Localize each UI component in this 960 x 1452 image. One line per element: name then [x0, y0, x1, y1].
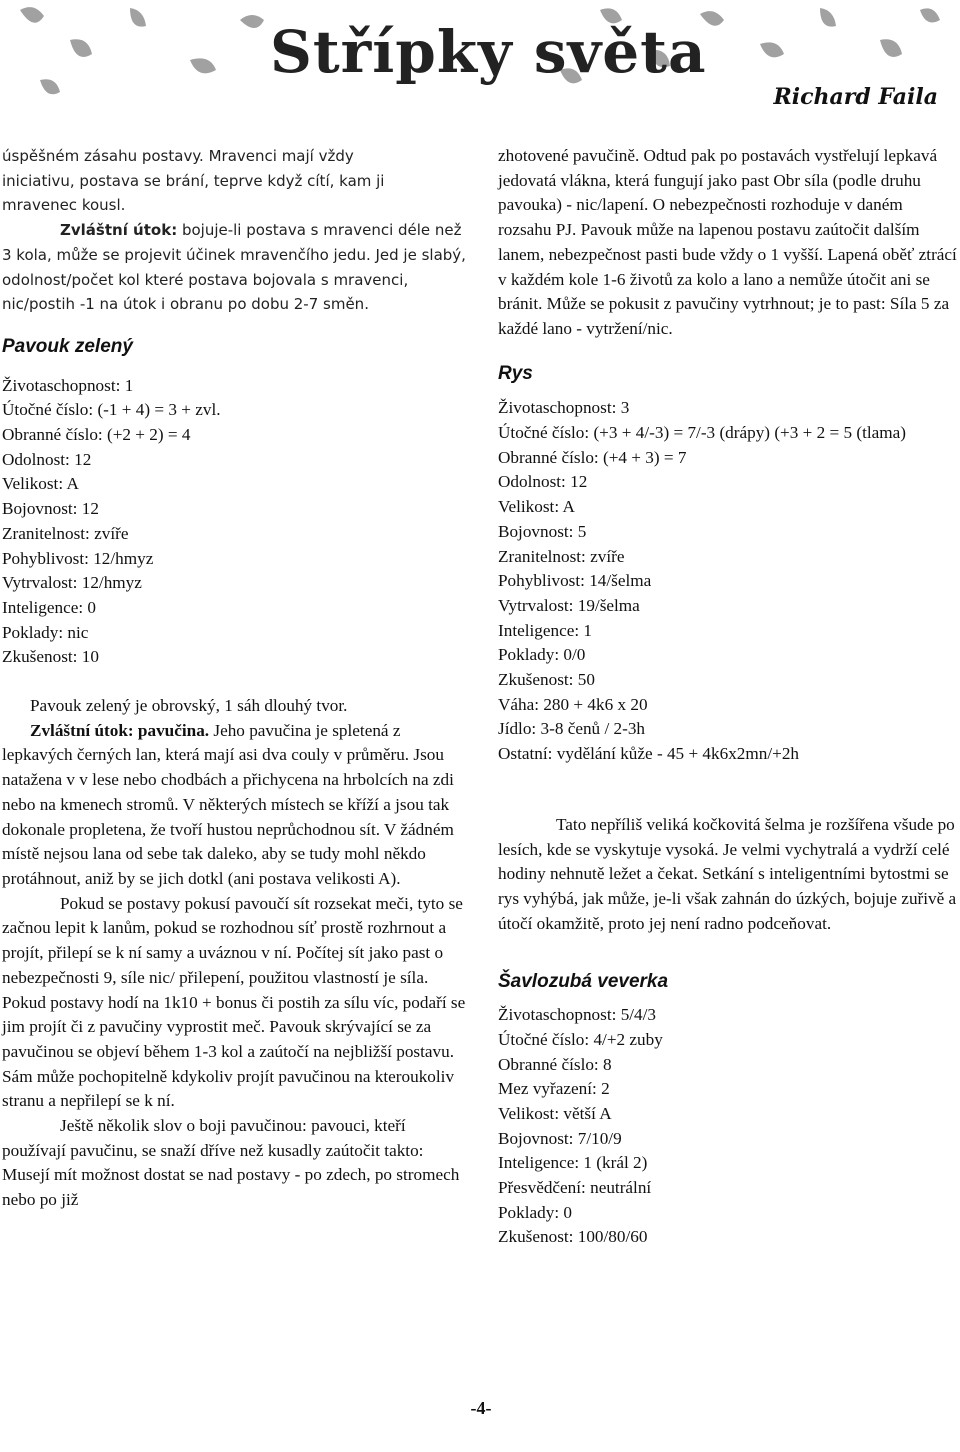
- lynx-stat-line: Inteligence: 1: [498, 620, 593, 640]
- spider-description-first: Pavouk zelený je obrovský, 1 sáh dlouhý tvor.: [30, 696, 348, 716]
- lynx-stat-line: Ostatní: vydělání kůže - 45 + 4k6x2mn/+2h: [498, 744, 800, 764]
- spider-special-label: Zvláštní útok: pavučina.: [30, 720, 210, 740]
- special-attack-paragraph: [2, 218, 466, 317]
- sabre-stat-line: Útočné číslo: 4/+2 zuby: [498, 1029, 663, 1049]
- header-title: Střípky světa: [270, 18, 707, 86]
- sabre-stat-line: Velikost: větší A: [498, 1103, 612, 1123]
- sabre-stat-line: Zkušenost: 100/80/60: [498, 1227, 648, 1247]
- lynx-stat-line: Velikost: A: [498, 497, 575, 517]
- web-continuation-paragraph: zhotovené pavučině. Odtud pak po postavách vystřelují lepkavá jedovatá vlákna, která fungují jako past Obr síla (podle druhu pavouka) - nic/lapení. O nebezpečnosti rozhoduje v daném rozsahu PJ. Pavouk může na lapenou postavu zaútočit dalším lanem, nebezpečnost pasti bude vždy o 1 vyšší. Lapená oběť ztrácí v každém kole 1-6 životů za kolo a lano a nemůže útočit ani se bránit. Může se pokusit z pavučiny vytrhnout; je to past: Síla 5 za každé lano - vytržení/nic.: [498, 146, 957, 338]
- spider-stat-line: Bojovnost: 12: [2, 499, 99, 519]
- page-number: -4-: [470, 1398, 492, 1418]
- sabre-stat-line: Mez vyřazení: 2: [498, 1079, 610, 1099]
- sabre-stat-line: Obranné číslo: 8: [498, 1054, 612, 1074]
- lynx-stat-line: Váha: 280 + 4k6 x 20: [498, 694, 648, 714]
- spider-stat-line: Zkušenost: 10: [2, 647, 99, 667]
- special-attack-label: Zvláštní útok:: [60, 221, 178, 240]
- spider-stat-line: Poklady: nic: [2, 622, 89, 642]
- sabre-stat-line: Bojovnost: 7/10/9: [498, 1128, 622, 1148]
- spacer: [498, 386, 958, 396]
- spider-stat-line: Obranné číslo: (+2 + 2) = 4: [2, 425, 191, 445]
- header-author: Richard Faila: [773, 84, 938, 110]
- intro-line-3: mravenec kousl.: [2, 196, 126, 215]
- intro-line-1: úspěšném zásahu postavy. Mravenci mají vždy: [2, 147, 354, 165]
- page-header: [0, 0, 960, 122]
- lynx-stats: [498, 396, 958, 767]
- lynx-heading: Rys: [498, 362, 533, 384]
- lynx-stat-line: Životaschopnost: 3: [498, 398, 630, 418]
- web-cutting-paragraph: Pokud se postavy pokusí pavoučí sít rozsekat meči, tyto se začnou lepit k lanům, pokud se rozhodnou síť prostě rozhrnout a projít, přilepí se k ní samy a uváznou v ní. Počítej sít jako past o nebezpečnosti 9, síle nic/ přilepení, použitou vlastností je síla. Pokud postavy hodí na 1k10 + bonus či postih za sílu víc, podaří se jim projít či z pavučiny vyprostit meč. Pavouk skrývající se za pavučinou se objeví během 1-3 kol a zaútočí na nejbližší postavu. Sám může pochopitelně kdykoliv projít pavučinou na kteroukoliv stranu a nepřilepí se k ní.: [2, 893, 466, 1111]
- lynx-stat-line: Zranitelnost: zvíře: [498, 546, 625, 566]
- spider-heading: Pavouk zelený: [2, 335, 133, 357]
- web-combat-paragraph: Ještě několik slov o boji pavučinou: pavouci, kteří používají pavučinu, se snaží dříve než kusadly zaútočit takto: Musejí mít možnost dostat se nad postavy - po zdech, po stromech nebo po již: [2, 1116, 460, 1210]
- spacer: [2, 317, 466, 335]
- sabre-stat-line: Poklady: 0: [498, 1202, 573, 1222]
- spider-stats: [2, 374, 466, 670]
- spider-stat-line: Pohyblivost: 12/hmyz: [2, 548, 154, 568]
- special-attack-text: bojuje-li postava s mravenci déle než 3 kola, může se projevit účinek mravenčího jedu. Jed je slabý, odolnost/počet kol které postava bojovala s mravenci, nic/postih -1 na útok i obranu po dobu 2-7 směn.: [2, 221, 466, 314]
- sabre-stat-line: Přesvědčení: neutrální: [498, 1178, 652, 1198]
- spider-stat-line: Velikost: A: [2, 474, 79, 494]
- lynx-stat-line: Jídlo: 3-8 čenů / 2-3h: [498, 719, 646, 739]
- lynx-stat-line: Bojovnost: 5: [498, 521, 587, 541]
- spider-stat-line: Zranitelnost: zvíře: [2, 523, 129, 543]
- spacer: [498, 995, 958, 1003]
- right-column: [498, 144, 958, 1250]
- left-column: [2, 144, 466, 1213]
- lynx-stat-line: Poklady: 0/0: [498, 645, 586, 665]
- lynx-stat-line: Odolnost: 12: [498, 472, 588, 492]
- spider-stat-line: Vytrvalost: 12/hmyz: [2, 573, 142, 593]
- lynx-stat-line: Útočné číslo: (+3 + 4/-3) = 7/-3 (drápy) (+3 + 2 = 5 (tlama): [498, 423, 907, 443]
- sabre-squirrel-stats: [498, 1003, 958, 1250]
- spacer: [2, 670, 466, 694]
- sabre-squirrel-heading: Šavlozubá veverka: [498, 971, 669, 993]
- spider-stat-line: Životaschopnost: 1: [2, 375, 134, 395]
- spider-stat-line: Odolnost: 12: [2, 449, 92, 469]
- lynx-stat-line: Pohyblivost: 14/šelma: [498, 571, 652, 591]
- spider-stat-line: Inteligence: 0: [2, 597, 97, 617]
- spacer: [2, 360, 466, 374]
- spider-stat-line: Útočné číslo: (-1 + 4) = 3 + zvl.: [2, 400, 221, 420]
- spacer: [498, 342, 958, 362]
- spider-special-paragraph: [2, 719, 466, 892]
- sabre-stat-line: Životaschopnost: 5/4/3: [498, 1005, 657, 1025]
- lynx-description: Tato nepříliš veliká kočkovitá šelma je rozšířena všude po lesích, kde se vyskytuje vysoká. Je velmi vychytralá a vydrží celé hodiny nehnutě ležet a čekat. Setkání s inteligentními bytostmi se rys vyhýbá, jak může, je-li však zahnán do úzkých, bojuje zuřivě a útočí okamžitě, proto jej není radno podceňovat.: [498, 814, 957, 933]
- lynx-stat-line: Obranné číslo: (+4 + 3) = 7: [498, 447, 687, 467]
- lynx-stat-line: Zkušenost: 50: [498, 670, 595, 690]
- spider-special-text: Jeho pavučina je spletená z lepkavých černých lan, která mají asi dva couly v průměru. Jsou natažena v v lese nebo chodbách a přichycena na hrbolcích na zdi nebo na kmenech stromů. V některých místech se kříží a jsou tak dokonale propletena, že tvoří hustou neprůchodnou sít. V žádném místě nejsou lana od sebe tak daleko, aby se tudy mohl někdo protáhnout, aniž by se jich dotkl (ani postava velikosti A).: [2, 720, 454, 888]
- spacer: [498, 936, 958, 970]
- sabre-stat-line: Inteligence: 1 (král 2): [498, 1153, 648, 1173]
- spacer: [498, 767, 958, 813]
- lynx-stat-line: Vytrvalost: 19/šelma: [498, 595, 640, 615]
- intro-line-2: iniciativu, postava se brání, teprve když cítí, kam ji: [2, 171, 385, 190]
